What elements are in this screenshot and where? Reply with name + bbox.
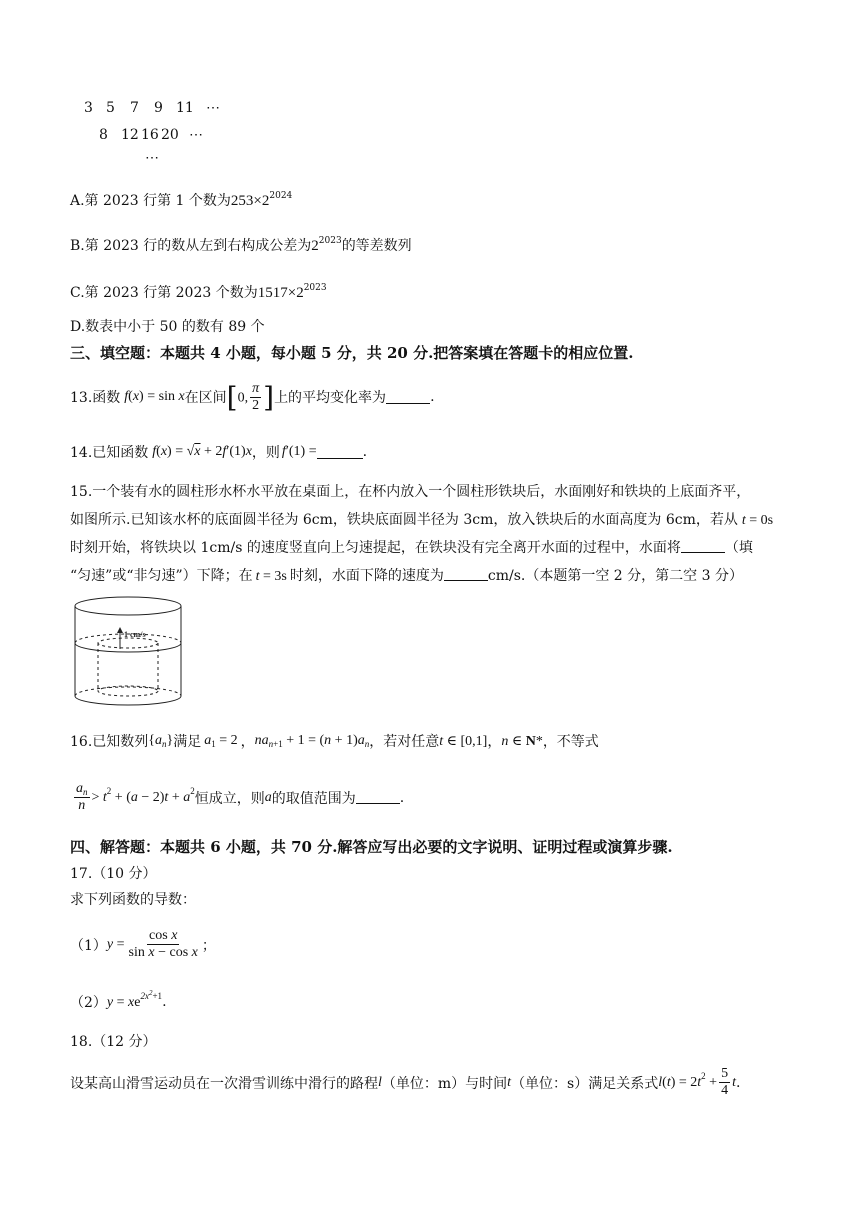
q16-pre: 16.已知数列 xyxy=(70,734,149,750)
q14-func: f(x) = √x + 2f′(1)x xyxy=(152,444,252,459)
q13-pre: 13.函数 xyxy=(70,390,121,406)
q15-blank2 xyxy=(444,568,488,581)
block-top xyxy=(98,638,158,648)
option-b-base: 2 xyxy=(311,238,319,254)
q16-mid1: 满足 xyxy=(173,734,202,750)
q16-t-range: t ∈ [0,1] xyxy=(439,733,488,749)
q18-l: l xyxy=(378,1074,382,1090)
q16-answer-blank xyxy=(356,791,400,804)
q15-blank1 xyxy=(681,540,725,553)
tri-r1-c3: 7 xyxy=(130,100,139,116)
tri-r3: ⋯ xyxy=(145,150,159,166)
q18-end: . xyxy=(735,1074,741,1091)
q17-part2 xyxy=(70,989,167,1012)
q16-end: . xyxy=(399,789,405,806)
q13-mid: 在区间 xyxy=(184,390,227,406)
q18-text-a: 设某高山滑雪运动员在一次滑雪训练中滑行的路程 xyxy=(70,1075,378,1092)
section3-title: 三、填空题：本题共 4 小题，每小题 5 分，共 20 分.把答案填在答题卡的相应位置. xyxy=(70,344,634,362)
q15-line3b: 时刻，水面下降的速度为 xyxy=(289,568,444,584)
q14-answer-blank xyxy=(317,446,363,459)
q18-t2: t xyxy=(732,1074,736,1090)
option-a-base: 253×2 xyxy=(230,193,270,209)
q16-n-set: n ∈ N* xyxy=(501,733,543,749)
tri-r2-c4: 20 xyxy=(161,127,179,143)
cylinder-figure xyxy=(70,593,190,711)
q15-line2b: 时刻开始，将铁块以 1cm/s 的速度竖直向上匀速提起，在铁块没有完全离开水面的过程中，水面将 xyxy=(70,540,681,556)
q16-line2-text: 恒成立，则 xyxy=(194,790,265,807)
option-a xyxy=(70,190,292,210)
q14-mid: ，则 xyxy=(251,445,280,461)
q17-p1-y: y = xyxy=(106,936,125,952)
tri-r1-c4: 9 xyxy=(154,100,163,116)
q17-p2-label: （2） xyxy=(70,995,107,1011)
cup-bottom-back xyxy=(75,687,181,696)
q15-line2c: （填 xyxy=(724,540,753,556)
q15-line3c: cm/s.（本题第一空 2 分，第二空 3 分） xyxy=(487,568,743,584)
option-c-base: 1517×2 xyxy=(257,285,304,301)
q14 xyxy=(70,442,367,462)
tri-r2-c2: 12 xyxy=(121,127,139,143)
tri-r1-c6: ⋯ xyxy=(206,100,220,116)
q16-recurrence: $na_{n+1} + 1 = (n + 1)a_n$ xyxy=(254,733,370,749)
option-b xyxy=(70,235,412,255)
q16-line2b: 的取值范围为 xyxy=(271,790,356,807)
q16-a1: $a_1 = 2$ xyxy=(204,733,238,749)
q13-interval: [0, $\frac{\pi}{2}$ ] xyxy=(226,380,275,414)
q16-fraction: $\frac{a_n}{n}$ xyxy=(76,781,88,813)
q15-line4 xyxy=(70,565,743,585)
tri-r1-c5: 11 xyxy=(176,100,194,116)
q16-comma2: ， xyxy=(487,734,502,750)
q17-part1 xyxy=(70,928,216,961)
number-triangle-row2 xyxy=(99,127,203,143)
q16-line1 xyxy=(70,731,599,751)
q14-pre: 14.已知函数 xyxy=(70,445,149,461)
q17-p2-expr: $y = xe^{2x^2+1}$ xyxy=(106,989,163,1010)
number-triangle-row1 xyxy=(84,100,220,116)
option-b-exp: 2023 xyxy=(318,236,342,246)
q16-line2 xyxy=(72,781,404,814)
option-d xyxy=(70,316,265,336)
q15-line2a: 如图所示.已知该水杯的底面圆半径为 6cm，铁块底面圆半径为 3cm，放入铁块后的水面高度为 6cm，若从 xyxy=(70,512,738,528)
q17-p2-end: . xyxy=(162,994,167,1010)
q17-head: 17.（10 分） xyxy=(70,866,157,882)
q16-inequality: > $t^2 + (a - 2)t + a^2$ xyxy=(91,785,195,805)
q15-line1: 15.一个装有水的圆柱形水杯水平放在桌面上，在杯内放入一个圆柱形铁块后，水面刚好和铁块的上底面齐平， xyxy=(70,484,751,500)
q17-p1-end: ； xyxy=(201,937,216,954)
q17-intro: 求下列函数的导数： xyxy=(70,892,196,908)
q16-seq: $\{a_n\}$ xyxy=(148,733,174,749)
q15-line2 xyxy=(70,509,773,529)
q18-text xyxy=(70,1066,740,1099)
q18-formula: $l(t) = 2t^2$ + xyxy=(658,1070,718,1090)
option-b-text: B.第 2023 行的数从左到右构成公差为 xyxy=(70,238,312,254)
q13-post: 上的平均变化率为 xyxy=(274,390,387,406)
option-b-tail: 的等差数列 xyxy=(341,238,412,254)
q14-end: . xyxy=(362,444,368,460)
q18-head: 18.（12 分） xyxy=(70,1034,157,1050)
q16-mid3: ，不等式 xyxy=(542,734,599,750)
q17-p1-fraction: $\frac{\text{cos x}}{\text{sin x − cos x}}$ xyxy=(128,928,198,960)
option-c-exp: 2023 xyxy=(303,283,327,293)
cup-top-rim xyxy=(75,597,181,615)
q16-comma: ， xyxy=(240,734,255,750)
tri-r2-c3: 16 xyxy=(141,127,159,143)
q15-t3: t = 3s xyxy=(255,569,287,584)
q13-end: . xyxy=(430,389,435,405)
q18-t: t xyxy=(507,1074,512,1090)
q13 xyxy=(70,377,435,417)
q15-line3a: “匀速”或“非匀速”）下降；在 xyxy=(70,568,253,584)
option-d-text: D.数表中小于 50 的数有 89 个 xyxy=(70,319,265,335)
tri-r2-c1: 8 xyxy=(99,127,108,143)
option-c-text: C.第 2023 行第 2023 个数为 xyxy=(70,285,258,301)
section4-title: 四、解答题：本题共 6 小题，共 70 分.解答应写出必要的文字说明、证明过程或演算步骤. xyxy=(70,838,673,856)
tri-r2-c5: ⋯ xyxy=(189,127,203,143)
q13-func: f(x) = sin x xyxy=(124,389,185,404)
q16-a: a xyxy=(264,789,272,805)
q16-mid2: ，若对任意 xyxy=(369,734,440,750)
tri-r1-c2: 5 xyxy=(106,100,115,116)
q18-unit2: （单位：s）满足关系式 xyxy=(511,1075,659,1092)
q17-p1-label: （1） xyxy=(70,937,107,954)
q15-line3 xyxy=(70,537,753,557)
lift-speed-label: 1 cm/s xyxy=(124,630,146,639)
q14-target: f′(1) = xyxy=(281,444,317,459)
option-c xyxy=(70,282,327,302)
option-a-exp: 2024 xyxy=(269,191,293,201)
q18-unit1: （单位：m）与时间 xyxy=(381,1075,508,1092)
q18-fraction: $\frac{5}{4}$ xyxy=(721,1066,729,1098)
option-a-text: A.第 2023 行第 1 个数为 xyxy=(70,193,231,209)
q13-answer-blank xyxy=(386,391,430,404)
q15-t0: t = 0s xyxy=(741,513,774,528)
lift-arrow-head xyxy=(117,627,123,633)
number-triangle-row3 xyxy=(145,150,159,166)
cup-bottom-front xyxy=(75,696,181,705)
tri-r1-c1: 3 xyxy=(84,100,93,116)
